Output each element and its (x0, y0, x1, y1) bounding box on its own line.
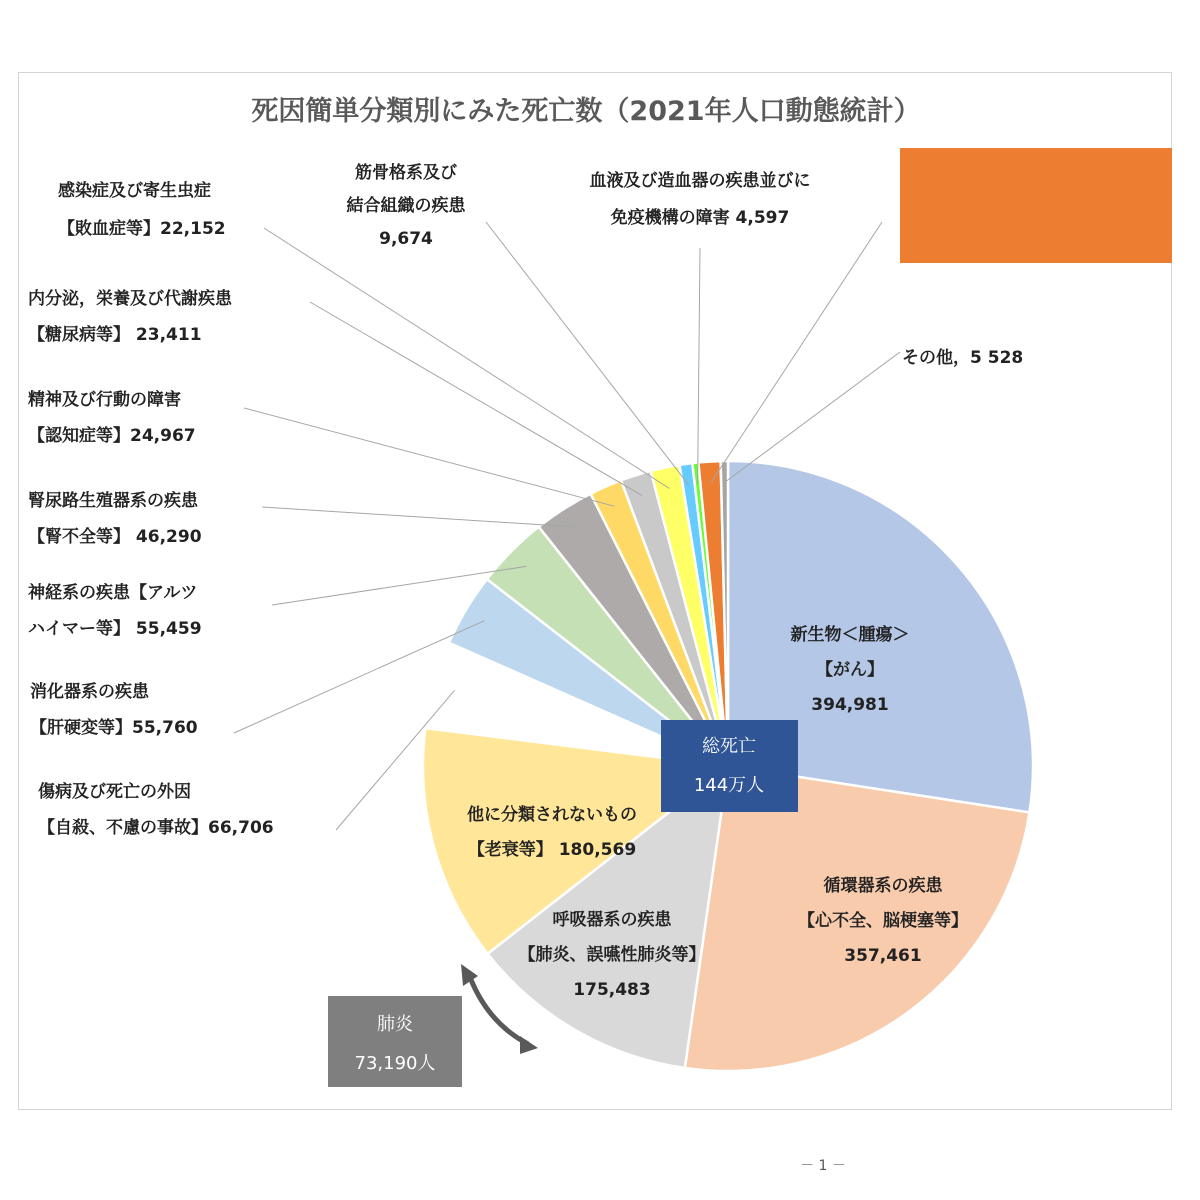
slice-label: 循環器系の疾患 (823, 876, 943, 896)
slice-label: 筋骨格系及び (355, 163, 457, 183)
slice-label: 【心不全、脳梗塞等】 (798, 911, 968, 931)
slice-label: 【肝硬変等】55,760 (30, 718, 198, 738)
leader-line (725, 352, 900, 482)
pneumonia-label: 肺炎 (377, 1014, 413, 1035)
slice-label: 【糖尿病等】 23,411 (28, 325, 202, 345)
pneumonia-box (328, 996, 462, 1087)
slice-label: 【がん】 (816, 660, 884, 680)
total-deaths-box-bg (661, 720, 798, 812)
page-number: － 1 － (800, 1158, 846, 1174)
slice-label: 精神及び行動の障害 (28, 390, 181, 410)
leader-line (711, 222, 882, 483)
slice-label: 血液及び造血器の疾患並びに (589, 171, 811, 191)
slice-label: 感染症及び寄生虫症 (58, 181, 211, 201)
chart-title: 死因簡単分類別にみた死亡数（2021年人口動態統計） (251, 96, 921, 127)
leader-line (264, 228, 669, 489)
slice-label: 357,461 (844, 946, 922, 966)
slice-label: 【敗血症等】22,152 (58, 219, 226, 239)
slice-label: 新生物＜腫瘍＞ (790, 625, 910, 645)
total-deaths-value: 144万人 (693, 775, 765, 796)
slice-label: 【老衰等】 180,569 (467, 840, 637, 860)
leader-line (262, 507, 575, 527)
slice-label: 呼吸器系の疾患 (552, 910, 672, 930)
slice-label: 他に分類されないもの (467, 805, 637, 825)
slice-label: 【自殺、不慮の事故】66,706 (38, 818, 274, 838)
slice-label: 9,674 (379, 229, 433, 249)
slice-label: ハイマー等】 55,459 (28, 619, 202, 639)
slice-label: 【肺炎、誤嚥性肺炎等】 (518, 945, 706, 965)
slice-label: その他，5 528 (902, 348, 1024, 368)
slice-label: 結合組織の疾患 (346, 196, 466, 216)
slice-label: 傷病及び死亡の外因 (38, 782, 191, 802)
leader-line (310, 302, 642, 496)
slice-label: 腎尿路生殖器系の疾患 (28, 491, 198, 511)
total-deaths-label: 総死亡 (702, 736, 756, 757)
slice-label: 【認知症等】24,967 (28, 426, 196, 446)
arrow-head-end (520, 1036, 538, 1054)
leader-line (244, 408, 614, 506)
slice-label: 消化器系の疾患 (30, 682, 149, 702)
covid-label-box (900, 148, 1172, 263)
total-deaths-box (661, 720, 798, 812)
leader-line (698, 248, 700, 484)
slice-label: 内分泌，栄養及び代謝疾患 (28, 289, 232, 309)
pneumonia-value: 73,190人 (354, 1053, 436, 1074)
slice-label: 免疫機構の障害 4,597 (610, 208, 790, 228)
leader-line (486, 222, 689, 485)
slice-label: 神経系の疾患【アルツ (28, 583, 198, 603)
slice-label: 【腎不全等】 46,290 (28, 527, 202, 547)
slice-label: 175,483 (573, 980, 651, 1000)
arrow-head-start (461, 964, 478, 986)
slice-label: 394,981 (811, 695, 889, 715)
